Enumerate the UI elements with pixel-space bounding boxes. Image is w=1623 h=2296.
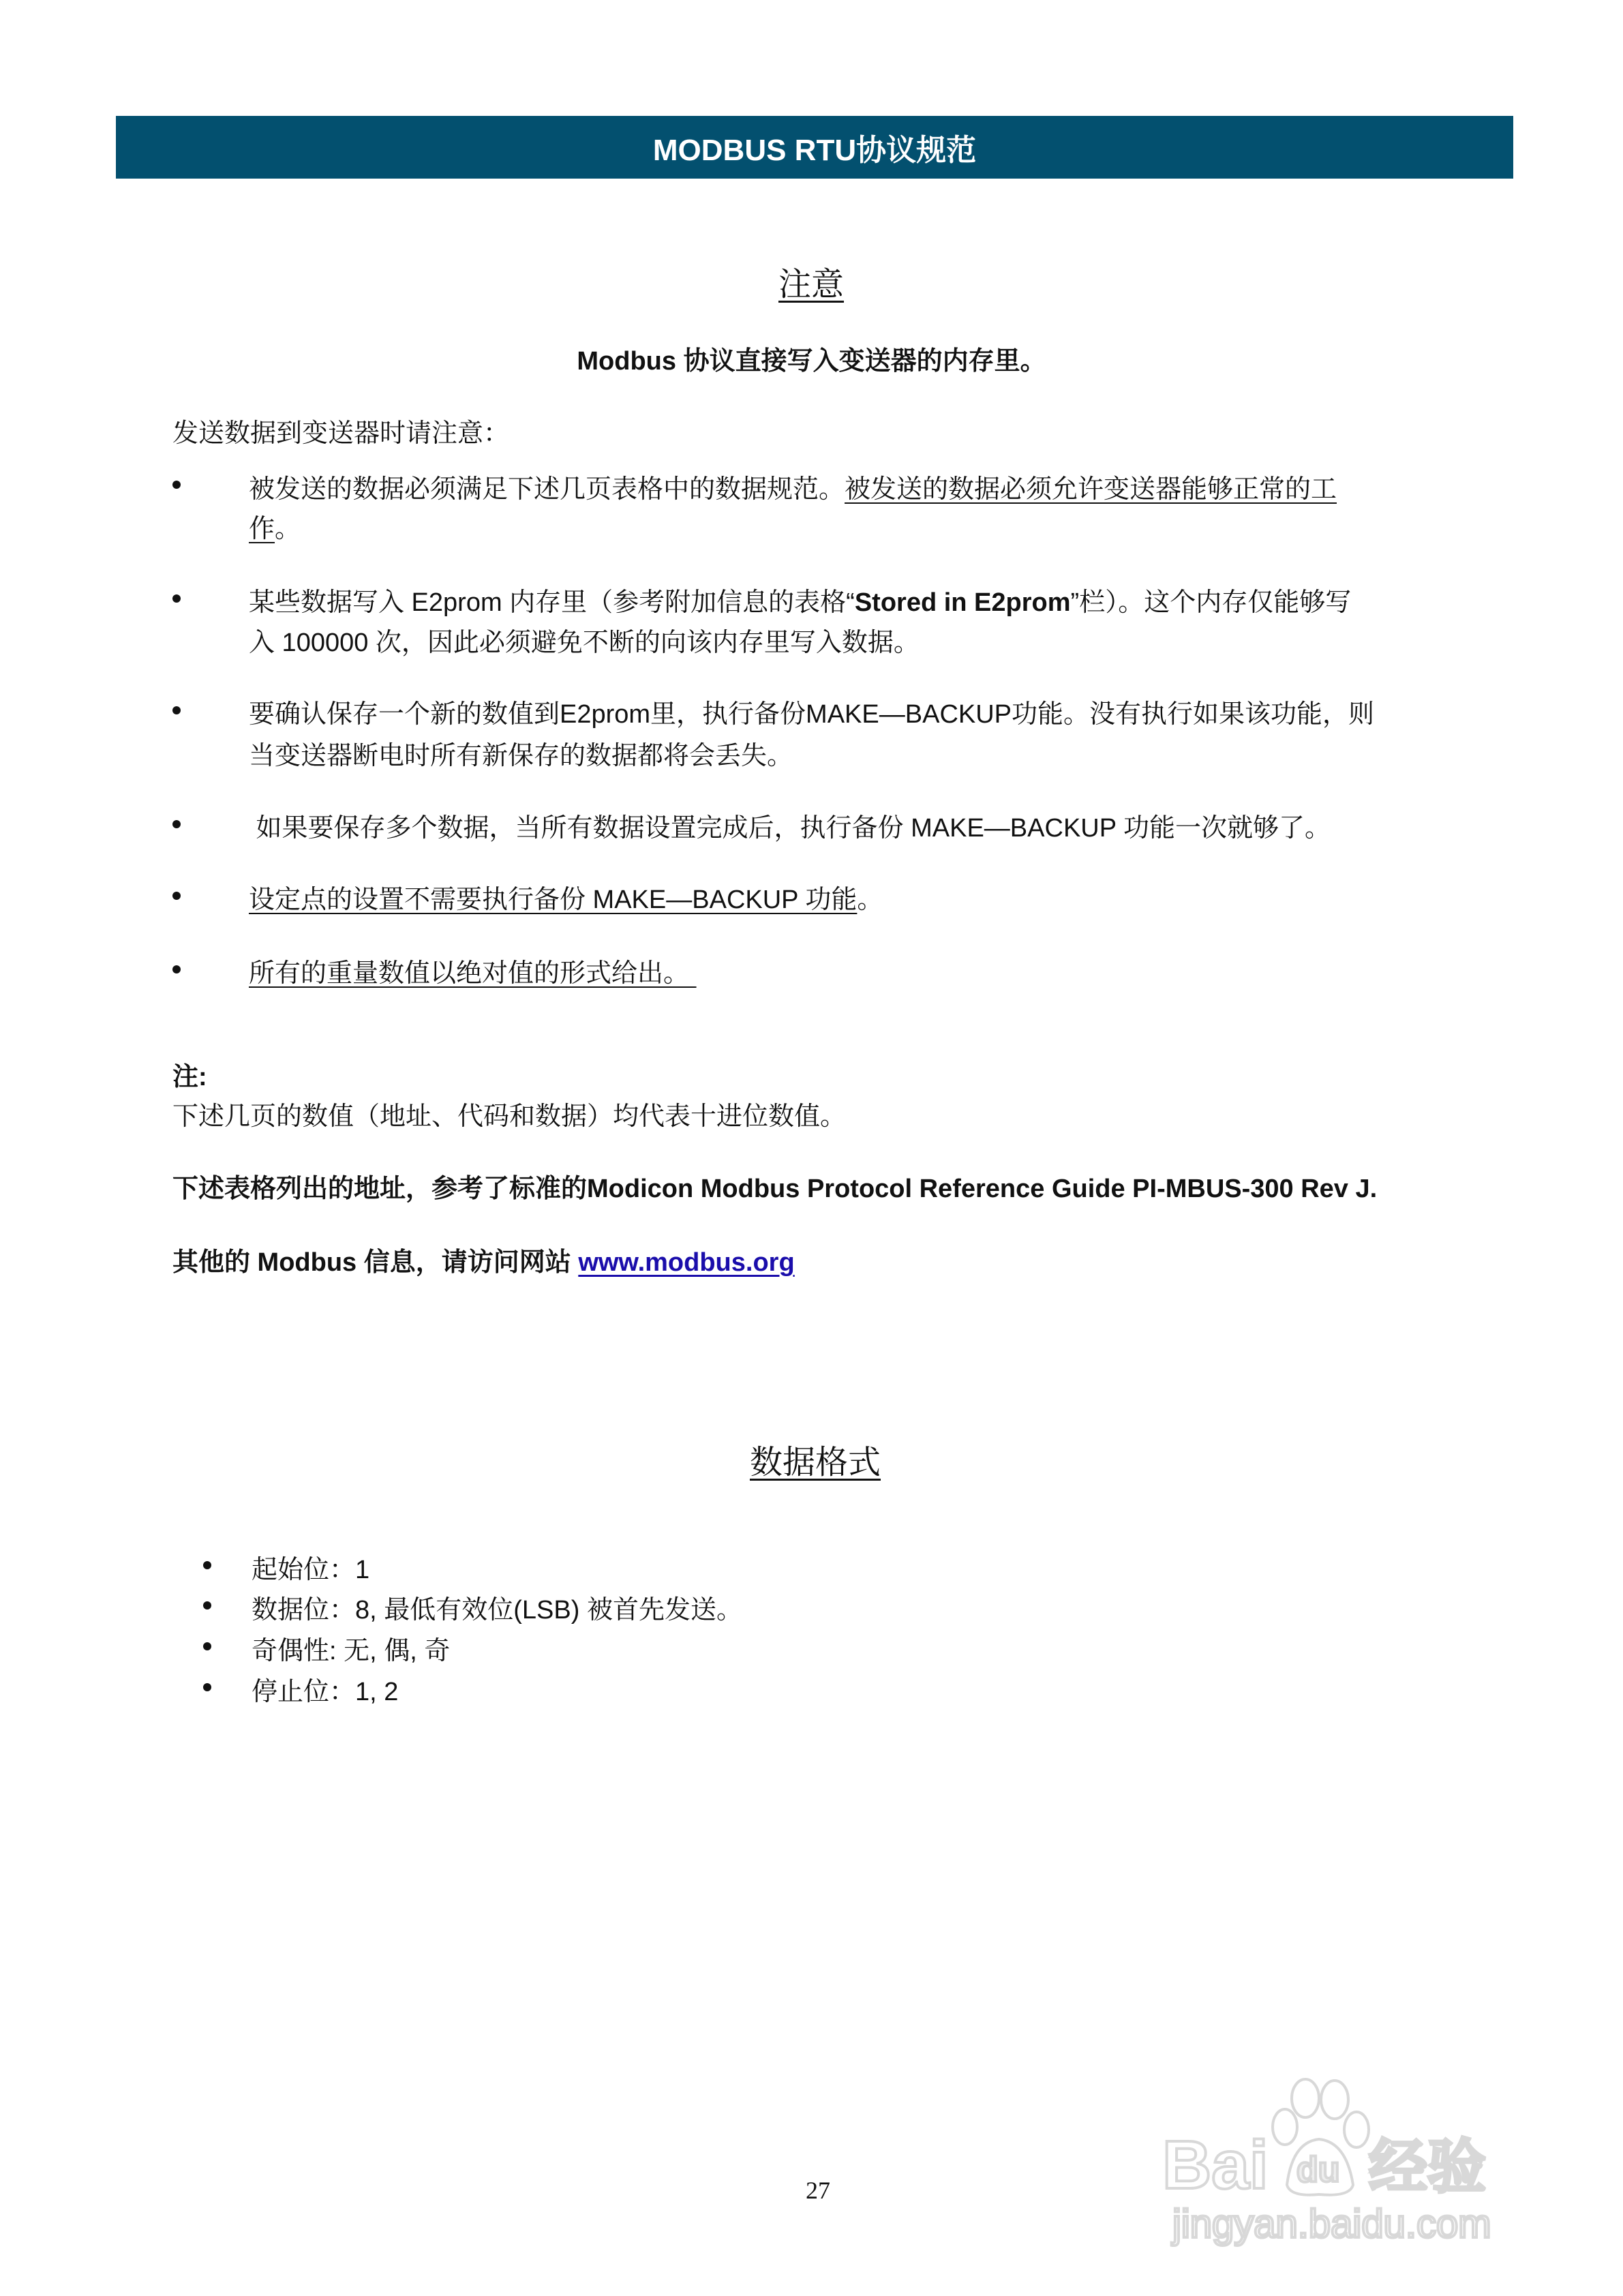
bullet-dot [203,1642,211,1650]
notice-intro: 发送数据到变送器时请注意： [172,419,510,448]
bullet-1-line-1 [249,468,1337,505]
svg-text:经验: 经验 [1369,2134,1486,2200]
svg-text:Bai: Bai [1162,2127,1269,2203]
bullet-dot [172,706,181,714]
note-text: 下述几页的数值（地址、代码和数据）均代表十进位数值。 [172,1102,847,1131]
more-info [172,1241,795,1278]
header-title: MODBUS RTU协议规范 [652,134,977,167]
text: 。 [275,515,301,543]
bullet-4-line-1: 如果要保存多个数据，当所有数据设置完成后，执行备份 MAKE—BACKUP 功能一次就够了。 [249,814,1331,843]
bullet-dot [172,892,181,900]
bullet-dot [172,594,181,603]
bullet-2-line-2: 入 100000 次，因此必须避免不断的向该内存里写入数据。 [249,629,920,657]
subtitle-rest: 协议直接写入变送器的内存里。 [676,347,1046,376]
document-header-bar [116,116,1513,179]
notice-title: 注意 [778,267,845,303]
reference-text: 下述表格列出的地址，参考了标准的Modicon Modbus Protocol Reference Guide PI-MBUS-300 Rev J. [172,1175,1378,1203]
bullet-dot [203,1561,211,1569]
data-format-item: 起始位：1 [252,1556,370,1584]
underlined-text: 被发送的数据必须允许变送器能够正常的工 [845,475,1337,504]
bullet-dot [172,965,181,973]
bullet-dot [203,1601,211,1610]
bullet-dot [172,481,181,489]
subtitle-bold: Modbus [577,347,677,376]
svg-text:du: du [1296,2150,1340,2190]
data-format-title: 数据格式 [750,1445,881,1481]
svg-text:jingyan.baidu.com: jingyan.baidu.com [1172,2202,1491,2246]
notice-subtitle [0,339,1623,377]
bullet-1-line-2 [249,507,301,545]
bullet-3-line-1: 要确认保存一个新的数值到E2prom里，执行备份MAKE—BACKUP功能。没有执行如果该功能，则 [249,700,1375,729]
text: 某些数据写入 E2prom 内存里（参考附加信息的表格“ [249,588,855,617]
underlined-text: 所有的重量数值以绝对值的形式给出。 [249,959,697,988]
data-format-item: 数据位：8, 最低有效位(LSB) 被首先发送。 [252,1596,742,1625]
baidu-jingyan-watermark-logo [1152,2059,1534,2250]
modbus-website-link[interactable]: www.modbus.org [578,1248,795,1277]
page-number: 27 [806,2177,830,2204]
data-format-item: 停止位：1, 2 [252,1678,399,1706]
underlined-text: 设定点的设置不需要执行备份 MAKE—BACKUP 功能 [249,886,858,914]
data-format-item: 奇偶性: 无, 偶, 奇 [252,1637,451,1665]
bullet-dot [203,1683,211,1691]
bullet-5-line-1 [249,878,883,916]
bold-text: Stored in E2prom [854,588,1071,617]
note-label: 注: [172,1063,207,1091]
bullet-2-line-1 [249,581,1351,618]
more-info-text: 其他的 Modbus 信息，请访问网站 [172,1248,579,1277]
text: 。 [857,886,883,914]
text: ”栏）。这个内存仅能够写 [1070,588,1352,617]
bullet-3-line-2: 当变送器断电时所有新保存的数据都将会丢失。 [249,742,793,770]
bullet-dot [172,820,181,828]
bullet-6-line-1 [249,952,697,989]
underlined-text: 作 [249,515,275,543]
text: 被发送的数据必须满足下述几页表格中的数据规范。 [249,475,845,504]
